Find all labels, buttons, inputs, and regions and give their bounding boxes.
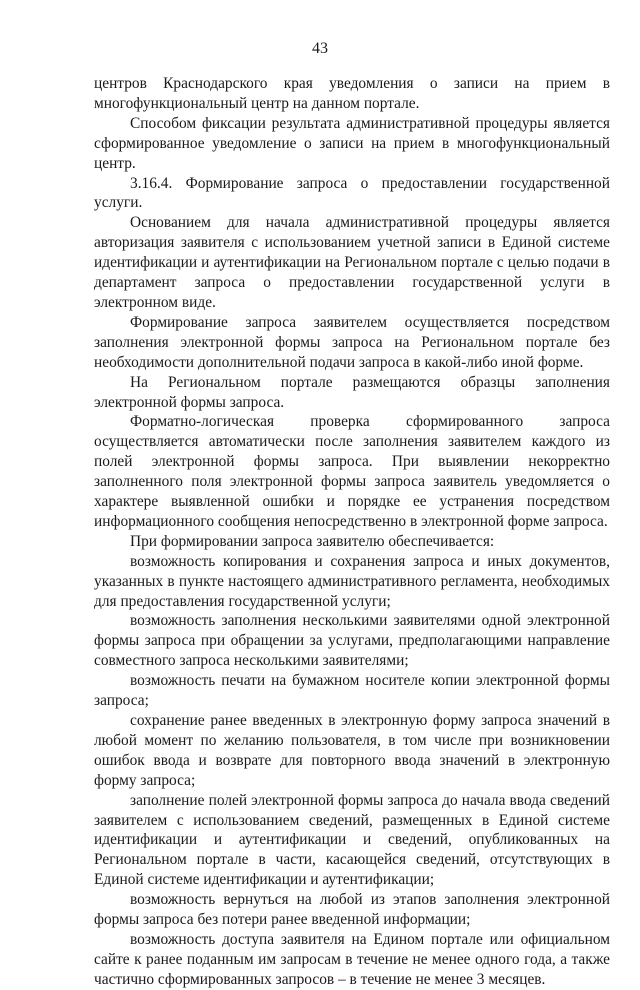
paragraph: Способом фиксации результата административной процедуры является сформированное уведомление о записи на прием в многофункциональный центр. — [94, 114, 610, 172]
list-item: заполнение полей электронной формы запроса до начала ввода сведений заявителем с использованием сведений, размещенных в Единой системе идентификации и аутентификации и сведений, опубликованных на Региональном портале в части, касающейся сведений, отсутствующих в Единой системе идентификации и аутентификации; — [94, 791, 610, 889]
paragraph: Форматно-логическая проверка сформированного запроса осуществляется автоматически после заполнения заявителем каждого из полей электронной формы запроса. При выявлении некорректно заполненного поля электронной формы запроса заявитель уведомляется о характере выявленной ошибки и порядке ее устранения посредством информационного сообщения непосредственно в электронной форме запроса. — [94, 413, 610, 530]
list-item: возможность вернуться на любой из этапов заполнения электронной формы запроса без потери ранее введенной информации; — [94, 891, 610, 929]
list-item: возможность доступа заявителя на Едином портале или официальном сайте к ранее поданным им запросам в течение не менее одного года, а также частично сформированных запросов – в течение не менее 3 месяцев. — [94, 930, 610, 988]
list-item: возможность печати на бумажном носителе копии электронной формы запроса; — [94, 672, 610, 710]
section-heading: 3.16.4. Формирование запроса о предоставлении государственной услуги. — [94, 174, 610, 212]
list-item: возможность заполнения несколькими заявителями одной электронной формы запроса при обращении за услугами, предполагающими направление совместного запроса несколькими заявителями; — [94, 612, 610, 670]
page-number: 43 — [312, 40, 328, 57]
list-item: сохранение ранее введенных в электронную форму запроса значений в любой момент по желанию пользователя, в том числе при возникновении ошибок ввода и возврате для повторного ввода значений в электронную форму запроса; — [94, 712, 610, 789]
paragraph: При формировании запроса заявителю обеспечивается: — [130, 532, 495, 550]
paragraph: На Региональном портале размещаются образцы заполнения электронной формы запроса. — [94, 373, 610, 411]
paragraph: Формирование запроса заявителем осуществляется посредством заполнения электронной формы запроса на Региональном портале без необходимости дополнительной подачи запроса в какой-либо иной форме. — [94, 313, 610, 371]
paragraph: Основанием для начала административной процедуры является авторизация заявителя с использованием учетной записи в Единой системе идентификации и аутентификации на Региональном портале с целью подачи в департамент запроса о предоставлении государственной услуги в электронном виде. — [94, 214, 610, 311]
list-item: возможность копирования и сохранения запроса и иных документов, указанных в пункте настоящего административного регламента, необходимых для предоставления государственной услуги; — [94, 552, 610, 610]
document-body — [94, 74, 610, 990]
paragraph: центров Краснодарского края уведомления о записи на прием в многофункциональный центр на данном портале. — [94, 75, 610, 112]
